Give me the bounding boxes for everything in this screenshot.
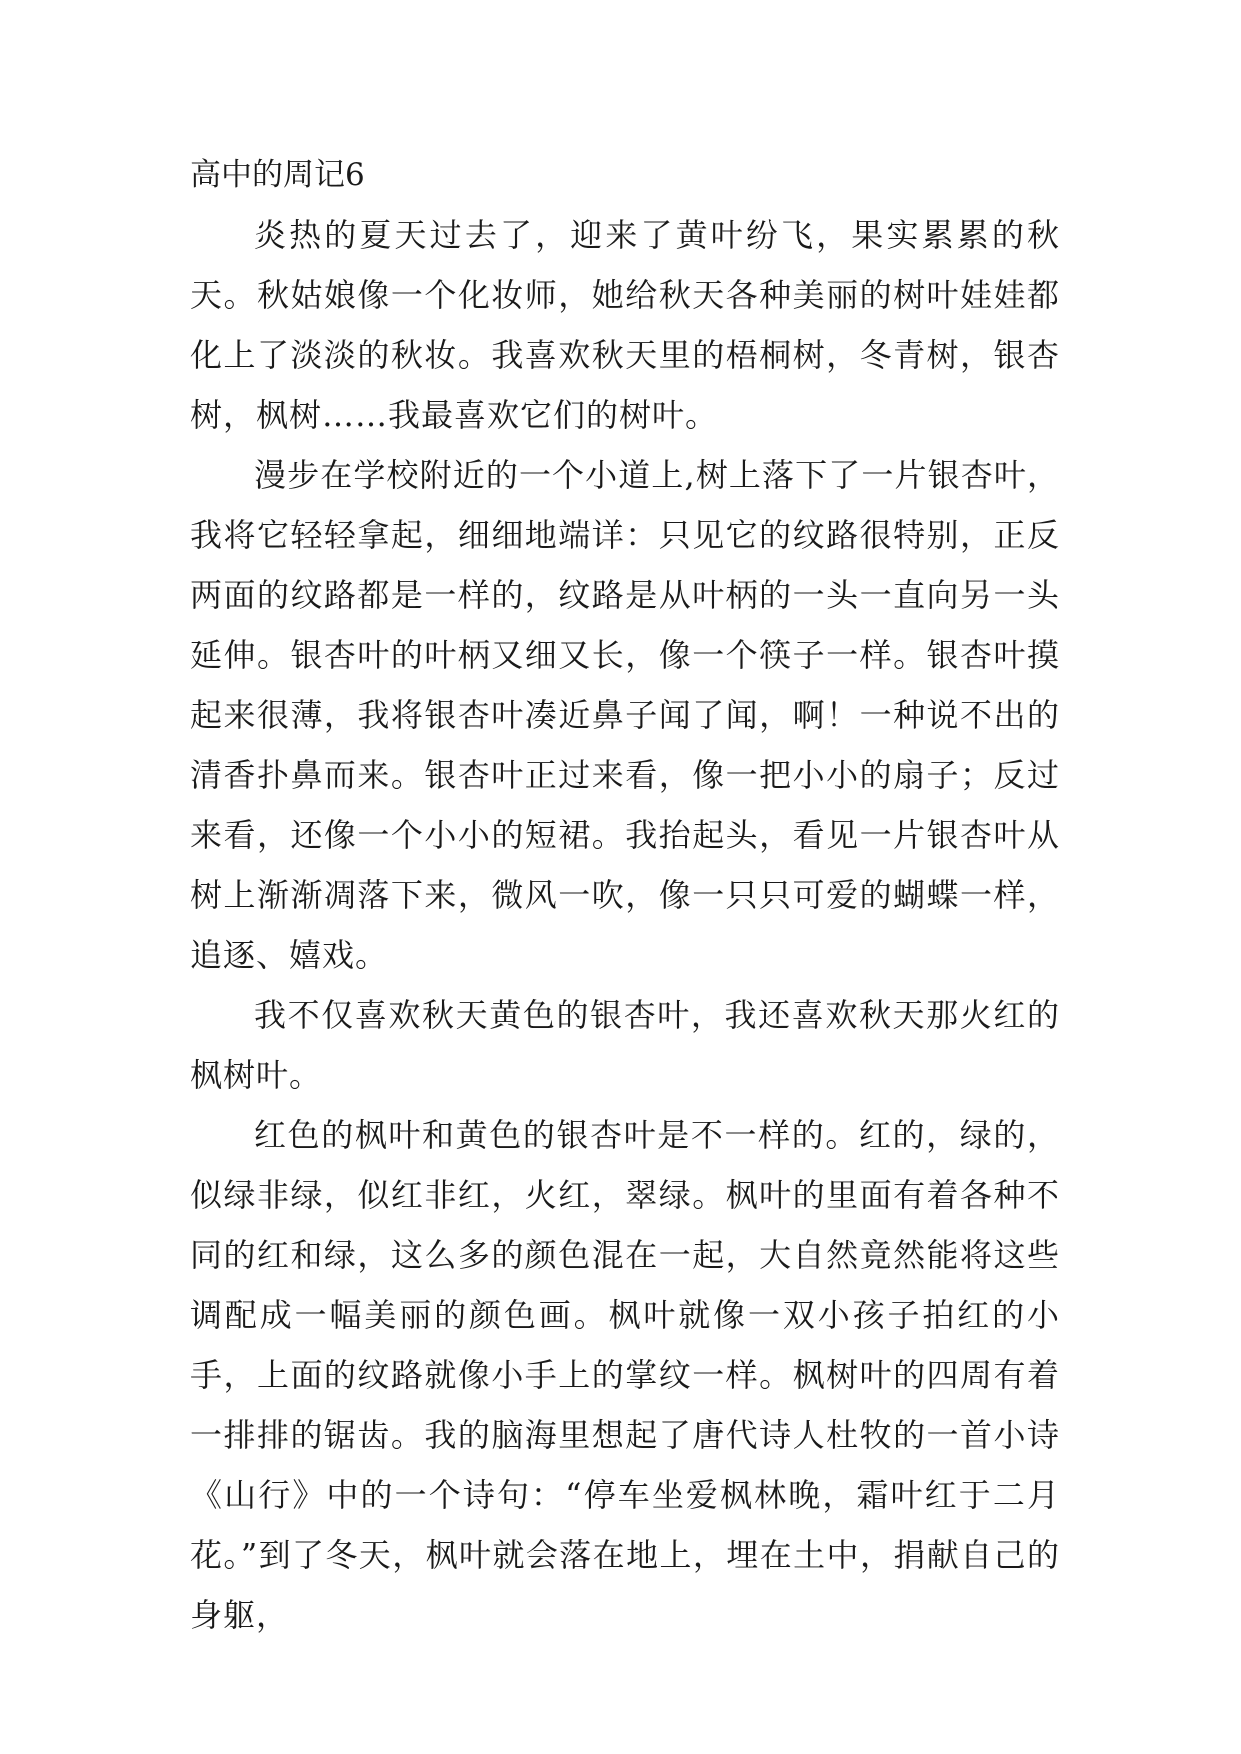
paragraph-ginkgo-leaf: 漫步在学校附近的一个小道上,树上落下了一片银杏叶，我将它轻轻拿起，细细地端详：只见它的纹路很特别，正反两面的纹路都是一样的，纹路是从叶柄的一头一直向另一头延伸。银杏叶的叶柄又细又长，像一个筷子一样。银杏叶摸起来很薄，我将银杏叶凑近鼻子闻了闻，啊！一种说不出的清香扑鼻而来。银杏叶正过来看，像一把小小的扇子；反过来看，还像一个小小的短裙。我抬起头，看见一片银杏叶从树上渐渐凋落下来，微风一吹，像一只只可爱的蝴蝶一样，追逐、嬉戏。 (190, 456, 1060, 974)
document-title: 高中的周记6 (190, 157, 365, 193)
paragraph-autumn-intro: 炎热的夏天过去了，迎来了黄叶纷飞，果实累累的秋天。秋姑娘像一个化妆师，她给秋天各种美丽的树叶娃娃都化上了淡淡的秋妆。我喜欢秋天里的梧桐树，冬青树，银杏树，枫树……我最喜欢它们的树叶。 (190, 216, 1060, 434)
paragraph-maple-intro: 我不仅喜欢秋天黄色的银杏叶，我还喜欢秋天那火红的枫树叶。 (190, 996, 1060, 1094)
document-page (190, 145, 1060, 1645)
paragraph-maple-leaf: 红色的枫叶和黄色的银杏叶是不一样的。红的，绿的，似绿非绿，似红非红，火红，翠绿。枫叶的里面有着各种不同的红和绿，这么多的颜色混在一起，大自然竟然能将这些调配成一幅美丽的颜色画。枫叶就像一双小孩子拍红的小手，上面的纹路就像小手上的掌纹一样。枫树叶的四周有着一排排的锯齿。我的脑海里想起了唐代诗人杜牧的一首小诗《山行》中的一个诗句：“停车坐爱枫林晚，霜叶红于二月花。”到了冬天，枫叶就会落在地上，埋在土中，捐献自己的身躯， (190, 1116, 1060, 1634)
